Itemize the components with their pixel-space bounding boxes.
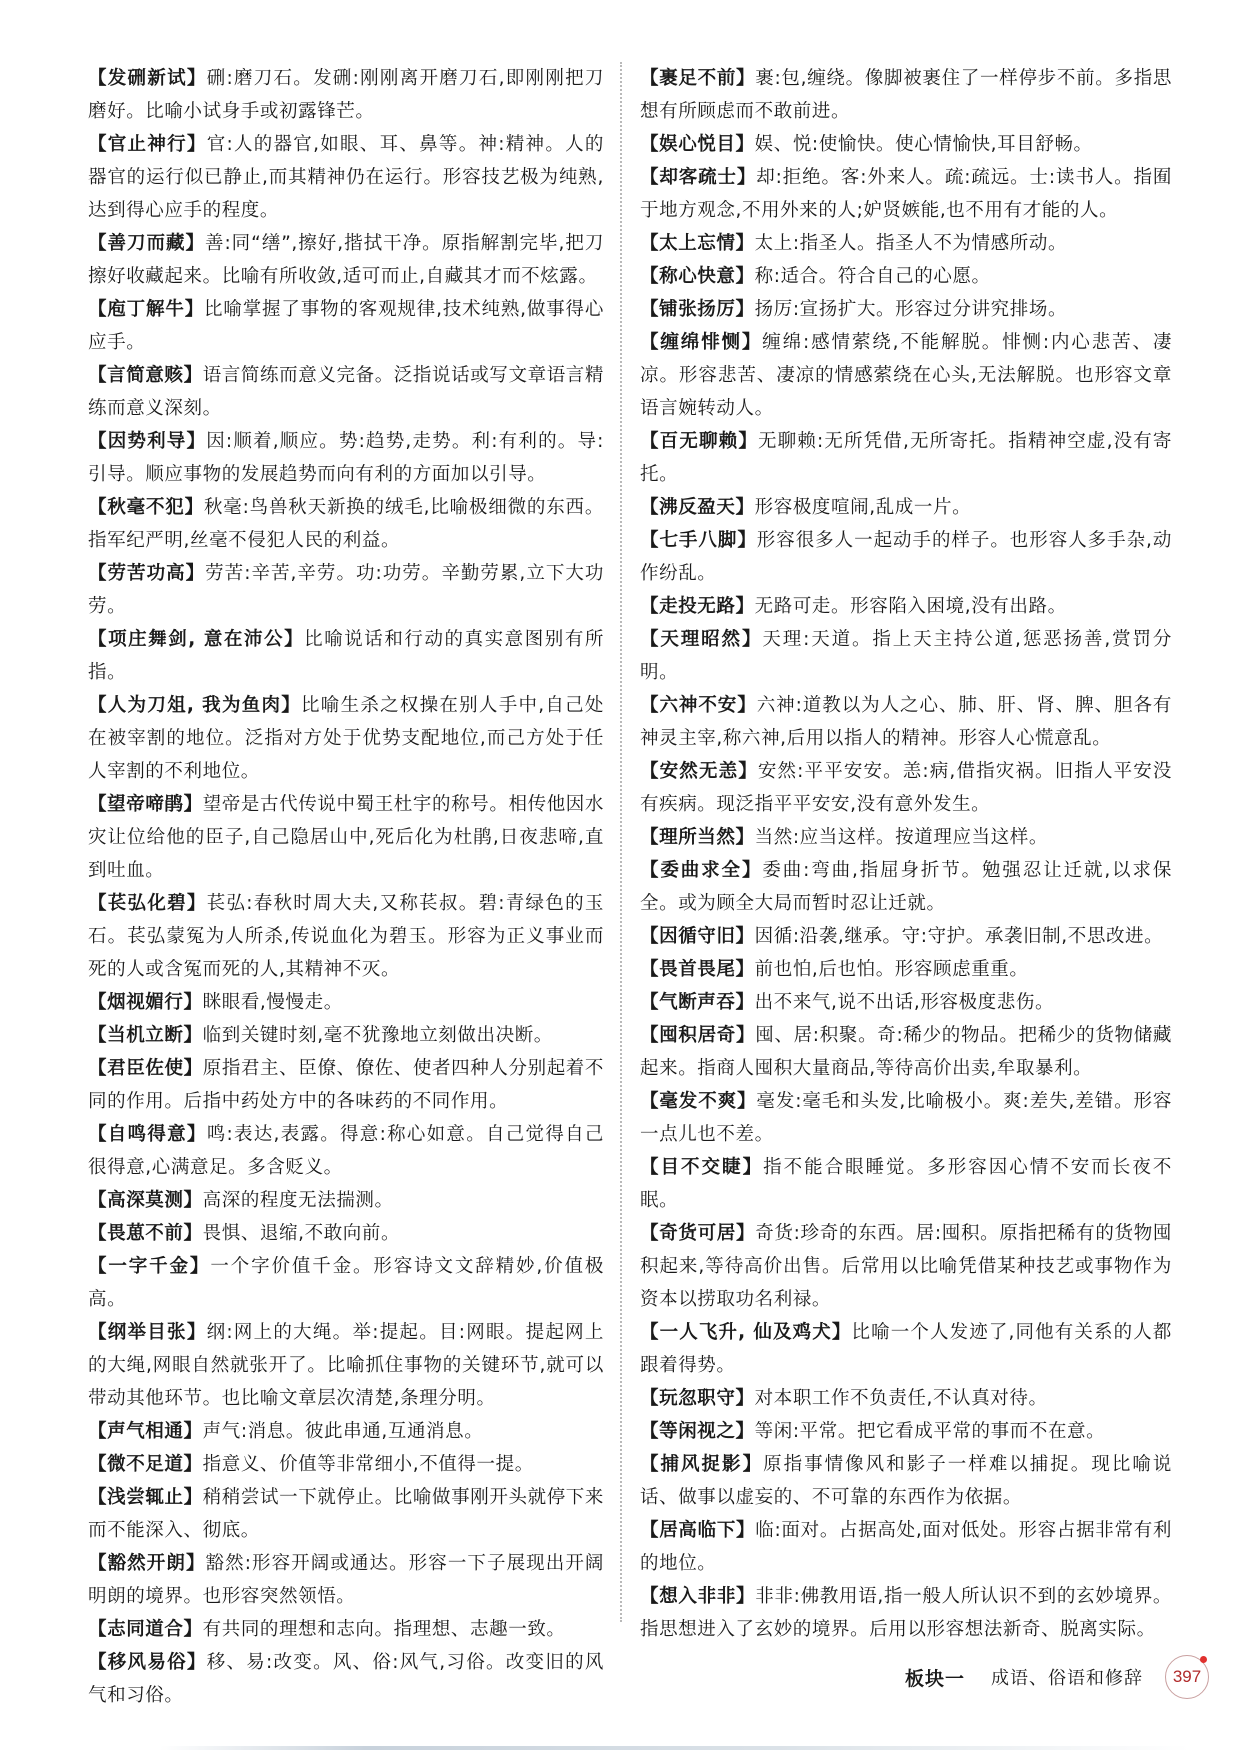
open-bracket: 【 <box>88 893 108 914</box>
idiom-term: 高深莫测 <box>107 1190 184 1211</box>
open-bracket: 【 <box>88 1421 108 1442</box>
close-bracket: 】 <box>735 1421 755 1442</box>
idiom-term: 理所当然 <box>659 827 736 848</box>
open-bracket: 【 <box>88 299 108 320</box>
close-bracket: 】 <box>735 1025 756 1046</box>
idiom-term: 称心快意 <box>659 266 736 287</box>
idiom-definition: 裹:包,缠绕。像脚被裹住了一样停步不前。多指思想有所顾虑而不敢前进。 <box>640 68 1173 122</box>
idiom-term: 一人飞升, 仙及鸡犬 <box>659 1322 832 1343</box>
idiom-entry <box>88 887 604 986</box>
idiom-term: 因势利导 <box>107 431 187 452</box>
idiom-term: 人为刀俎, 我为鱼肉 <box>107 695 282 716</box>
open-bracket: 【 <box>88 794 108 815</box>
close-bracket: 】 <box>183 1025 203 1046</box>
idiom-entry <box>640 128 1172 161</box>
left-column <box>88 62 604 1712</box>
open-bracket: 【 <box>88 1553 108 1574</box>
idiom-definition: 对本职工作不负责任,不认真对待。 <box>754 1388 1048 1409</box>
idiom-entry <box>88 1184 604 1217</box>
idiom-definition: 眯眼看,慢慢走。 <box>202 992 343 1013</box>
idiom-term: 微不足道 <box>107 1454 184 1475</box>
open-bracket: 【 <box>640 596 660 617</box>
open-bracket: 【 <box>88 1322 108 1343</box>
idiom-term: 百无聊赖 <box>659 431 739 452</box>
idiom-term: 畏葸不前 <box>107 1223 184 1244</box>
open-bracket: 【 <box>640 134 660 155</box>
idiom-definition: 语言简练而意义完备。泛指说话或写文章语言精练而意义深刻。 <box>88 365 605 419</box>
idiom-definition: 毫发:毫毛和头发,比喻极小。爽:差失,差错。形容一点儿也不差。 <box>640 1091 1172 1145</box>
idiom-entry <box>640 854 1172 920</box>
idiom-entry <box>640 1514 1172 1580</box>
open-bracket: 【 <box>88 1223 108 1244</box>
column-divider <box>620 62 622 1622</box>
close-bracket: 】 <box>186 1124 207 1145</box>
idiom-definition: 却:拒绝。客:外来人。疏:疏远。士:读书人。指囿于地方观念,不用外来的人;妒贤嫉能,也不用有才能的人。 <box>640 167 1172 221</box>
close-bracket: 】 <box>737 1091 757 1112</box>
idiom-entry <box>640 260 1172 293</box>
idiom-definition: 官:人的器官,如眼、耳、鼻等。神:精神。人的器官的运行似已静止,而其精神仍在运行。形容技艺极为纯熟,达到得心应手的程度。 <box>88 134 604 221</box>
open-bracket: 【 <box>640 926 660 947</box>
close-bracket: 】 <box>742 1157 764 1178</box>
idiom-definition: 囤、居:积聚。奇:稀少的物品。把稀少的货物储藏起来。指商人囤积大量商品,等待高价出卖,牟取暴利。 <box>640 1025 1172 1079</box>
idiom-definition: 指不能合眼睡觉。多形容因心情不安而长夜不眠。 <box>640 1157 1172 1211</box>
close-bracket: 】 <box>183 1487 203 1508</box>
idiom-definition: 硎:磨刀石。发硎:刚刚离开磨刀石,即刚刚把刀磨好。比喻小试身手或初露锋芒。 <box>88 68 604 122</box>
idiom-definition: 缠绵:感情萦绕,不能解脱。悱恻:内心悲苦、凄凉。形容悲苦、凄凉的情感萦绕在心头,无法解脱。也形容文章语言婉转动人。 <box>640 332 1172 419</box>
open-bracket: 【 <box>88 365 108 386</box>
idiom-term: 纲举目张 <box>107 1322 187 1343</box>
close-bracket: 】 <box>284 629 305 650</box>
idiom-term: 秋毫不犯 <box>107 497 185 518</box>
close-bracket: 】 <box>735 827 755 848</box>
idiom-definition: 出不来气,说不出话,形容极度悲伤。 <box>754 992 1055 1013</box>
idiom-definition: 当然:应当这样。按道理应当这样。 <box>754 827 1048 848</box>
close-bracket: 】 <box>735 233 755 254</box>
idiom-entry <box>640 623 1172 689</box>
idiom-term: 沸反盈天 <box>659 497 736 518</box>
idiom-entry <box>640 920 1172 953</box>
close-bracket: 】 <box>737 530 757 551</box>
idiom-definition: 苌弘:春秋时周大夫,又称苌叔。碧:青绿色的玉石。苌弘蒙冤为人所杀,传说血化为碧玉。形容为正义事业而死的人或含冤而死的人,其精神不灭。 <box>88 893 604 980</box>
open-bracket: 【 <box>640 68 660 89</box>
close-bracket: 】 <box>736 1586 756 1607</box>
close-bracket: 】 <box>741 332 763 353</box>
close-bracket: 】 <box>183 992 203 1013</box>
close-bracket: 】 <box>183 1421 203 1442</box>
idiom-entry <box>640 986 1172 1019</box>
idiom-entry <box>640 227 1172 260</box>
idiom-definition: 移、易:改变。风、俗:风气,习俗。改变旧的风气和习俗。 <box>88 1652 604 1706</box>
open-bracket: 【 <box>88 563 108 584</box>
close-bracket: 】 <box>735 266 755 287</box>
idiom-term: 囤积居奇 <box>659 1025 736 1046</box>
idiom-entry <box>88 1547 604 1613</box>
close-bracket: 】 <box>735 497 755 518</box>
open-bracket: 【 <box>88 1619 108 1640</box>
right-column <box>640 62 1172 1646</box>
open-bracket: 【 <box>88 1487 108 1508</box>
idiom-entry <box>88 1448 604 1481</box>
idiom-term: 天理昭然 <box>660 629 742 650</box>
open-bracket: 【 <box>640 1157 661 1178</box>
open-bracket: 【 <box>640 530 660 551</box>
idiom-definition: 形容极度喧闹,乱成一片。 <box>754 497 972 518</box>
idiom-definition: 秋毫:鸟兽秋天新换的绒毛,比喻极细微的东西。指军纪严明,丝毫不侵犯人民的利益。 <box>88 497 604 551</box>
idiom-entry <box>640 62 1172 128</box>
close-bracket: 】 <box>183 1454 203 1475</box>
idiom-definition: 畏惧、退缩,不敢向前。 <box>202 1223 401 1244</box>
idiom-entry <box>88 1250 604 1316</box>
idiom-definition: 太上:指圣人。指圣人不为情感所动。 <box>754 233 1068 254</box>
page-footer <box>905 1652 1209 1702</box>
idiom-definition: 扬厉:宣扬扩大。形容过分讲究排场。 <box>754 299 1068 320</box>
idiom-definition: 临到关键时刻,毫不犹豫地立刻做出决断。 <box>202 1025 553 1046</box>
idiom-entry <box>88 1118 604 1184</box>
close-bracket: 】 <box>184 299 205 320</box>
open-bracket: 【 <box>640 761 660 782</box>
idiom-term: 官止神行 <box>107 134 187 155</box>
idiom-term: 发硎新试 <box>107 68 187 89</box>
idiom-definition: 高深的程度无法揣测。 <box>202 1190 394 1211</box>
idiom-term: 却客疏士 <box>659 167 737 188</box>
close-bracket: 】 <box>186 68 207 89</box>
idiom-definition: 临:面对。占据高处,面对低处。形容占据非常有利的地位。 <box>640 1520 1173 1574</box>
idiom-term: 项庄舞剑, 意在沛公 <box>108 629 285 650</box>
close-bracket: 】 <box>184 497 204 518</box>
close-bracket: 】 <box>281 695 302 716</box>
idiom-term: 居高临下 <box>659 1520 737 1541</box>
open-bracket: 【 <box>88 992 108 1013</box>
idiom-definition: 委曲:弯曲,指屈身折节。勉强忍让迁就,以求保全。或为顾全大局而暂时忍让迁就。 <box>640 860 1172 914</box>
idiom-definition: 安然:平平安安。恙:病,借指灾祸。旧指人平安没有疾病。现泛指平平安安,没有意外发生。 <box>640 761 1172 815</box>
open-bracket: 【 <box>88 233 108 254</box>
idiom-entry <box>88 359 604 425</box>
close-bracket: 】 <box>735 1388 755 1409</box>
idiom-term: 想入非非 <box>659 1586 737 1607</box>
open-bracket: 【 <box>640 233 660 254</box>
open-bracket: 【 <box>640 629 661 650</box>
idiom-term: 玩忽职守 <box>659 1388 736 1409</box>
open-bracket: 【 <box>88 1256 109 1277</box>
idiom-entry <box>88 1019 604 1052</box>
idiom-entry <box>640 1382 1172 1415</box>
idiom-entry <box>88 689 604 788</box>
idiom-entry <box>88 1415 604 1448</box>
idiom-entry <box>88 1052 604 1118</box>
idiom-entry <box>88 986 604 1019</box>
close-bracket: 】 <box>735 1223 756 1244</box>
idiom-term: 自鸣得意 <box>107 1124 187 1145</box>
close-bracket: 】 <box>735 959 755 980</box>
idiom-definition: 纲:网上的大绳。举:提起。目:网眼。提起网上的大绳,网眼自然就张开了。比喻抓住事物的关键环节,就可以带动其他环节。也比喻文章层次清楚,条理分明。 <box>88 1322 604 1409</box>
open-bracket: 【 <box>88 695 108 716</box>
idiom-entry <box>640 590 1172 623</box>
idiom-term: 当机立断 <box>107 1025 184 1046</box>
idiom-term: 等闲视之 <box>659 1421 736 1442</box>
open-bracket: 【 <box>640 959 660 980</box>
close-bracket: 】 <box>735 596 755 617</box>
idiom-entry <box>88 788 604 887</box>
idiom-term: 一字千金 <box>108 1256 190 1277</box>
idiom-entry <box>88 557 604 623</box>
open-bracket: 【 <box>88 1454 108 1475</box>
idiom-definition: 原指君主、臣僚、僚佐、使者四种人分别起着不同的作用。后指中药处方中的各味药的不同作用。 <box>88 1058 605 1112</box>
idiom-definition: 形容很多人一起动手的样子。也形容人多手杂,动作纷乱。 <box>640 530 1172 584</box>
idiom-term: 因循守旧 <box>659 926 736 947</box>
idiom-term: 走投无路 <box>659 596 736 617</box>
idiom-entry <box>640 821 1172 854</box>
open-bracket: 【 <box>640 1388 660 1409</box>
idiom-definition: 前也怕,后也怕。形容顾虑重重。 <box>754 959 1029 980</box>
close-bracket: 】 <box>738 431 758 452</box>
close-bracket: 】 <box>186 431 207 452</box>
close-bracket: 】 <box>189 1256 211 1277</box>
idiom-term: 委曲求全 <box>660 860 742 881</box>
close-bracket: 】 <box>735 299 755 320</box>
idiom-term: 劳苦功高 <box>107 563 186 584</box>
idiom-definition: 比喻一个人发迹了,同他有关系的人都跟着得势。 <box>640 1322 1172 1376</box>
open-bracket: 【 <box>640 1025 660 1046</box>
idiom-definition: 非非:佛教用语,指一般人所认识不到的玄妙境界。指思想进入了玄妙的境界。后用以形容想法新奇、脱离实际。 <box>640 1586 1173 1640</box>
idiom-entry <box>640 1085 1172 1151</box>
idiom-entry <box>88 623 604 689</box>
open-bracket: 【 <box>640 1520 660 1541</box>
idiom-entry <box>88 491 604 557</box>
idiom-definition: 善:同“缮”,擦好,揩拭干净。原指解割完毕,把刀擦好收藏起来。比喻有所收敛,适可而止,自藏其才而不炫露。 <box>88 233 604 287</box>
idiom-entry <box>640 689 1172 755</box>
badge-dot-icon <box>1200 1656 1207 1663</box>
open-bracket: 【 <box>88 1652 108 1673</box>
idiom-term: 裹足不前 <box>659 68 737 89</box>
idiom-entry <box>640 755 1172 821</box>
section-label: 板块一 <box>905 1667 966 1690</box>
idiom-definition: 无路可走。形容陷入困境,没有出路。 <box>754 596 1067 617</box>
idiom-term: 娱心悦目 <box>659 134 736 155</box>
idiom-entry <box>88 293 604 359</box>
idiom-entry <box>640 491 1172 524</box>
idiom-term: 捕风捉影 <box>660 1454 743 1475</box>
idiom-definition: 稍稍尝试一下就停止。比喻做事刚开头就停下来而不能深入、彻底。 <box>88 1487 605 1541</box>
open-bracket: 【 <box>640 1586 660 1607</box>
close-bracket: 】 <box>742 1454 764 1475</box>
idiom-term: 苌弘化碧 <box>107 893 187 914</box>
close-bracket: 】 <box>183 1223 203 1244</box>
close-bracket: 】 <box>735 926 755 947</box>
open-bracket: 【 <box>88 629 109 650</box>
close-bracket: 】 <box>186 1652 207 1673</box>
idiom-term: 气断声吞 <box>659 992 736 1013</box>
open-bracket: 【 <box>640 992 660 1013</box>
idiom-entry <box>640 1019 1172 1085</box>
open-bracket: 【 <box>640 1322 660 1343</box>
idiom-entry <box>640 293 1172 326</box>
idiom-definition: 声气:消息。彼此串通,互通消息。 <box>202 1421 484 1442</box>
close-bracket: 】 <box>831 1322 852 1343</box>
idiom-entry <box>88 1646 604 1712</box>
idiom-definition: 奇货:珍奇的东西。居:囤积。原指把稀有的货物囤积起来,等待高价出售。后常用以比喻凭借某种技艺或事物作为资本以捞取功名利禄。 <box>640 1223 1172 1310</box>
close-bracket: 】 <box>736 68 756 89</box>
open-bracket: 【 <box>640 266 660 287</box>
close-bracket: 】 <box>185 1553 206 1574</box>
close-bracket: 】 <box>735 134 755 155</box>
idiom-entry <box>640 524 1172 590</box>
idiom-definition: 指意义、价值等非常细小,不值得一提。 <box>202 1454 534 1475</box>
idiom-definition: 比喻说话和行动的真实意图别有所指。 <box>88 629 604 683</box>
idiom-term: 善刀而藏 <box>107 233 186 254</box>
idiom-term: 七手八脚 <box>659 530 738 551</box>
idiom-term: 六神不安 <box>659 695 738 716</box>
idiom-entry <box>640 161 1172 227</box>
idiom-entry <box>88 1481 604 1547</box>
idiom-definition: 比喻生杀之权操在别人手中,自己处在被宰割的地位。泛指对方处于优势支配地位,而己方处于任人宰割的不利地位。 <box>88 695 605 782</box>
idiom-term: 君臣佐使 <box>107 1058 184 1079</box>
idiom-term: 缠绵悱恻 <box>660 332 742 353</box>
idiom-entry <box>88 62 604 128</box>
close-bracket: 】 <box>738 761 758 782</box>
idiom-definition: 原指事情像风和影子一样难以捕捉。现比喻说话、做事以虚妄的、不可靠的东西作为依据。 <box>640 1454 1172 1508</box>
close-bracket: 】 <box>741 860 763 881</box>
idiom-definition: 一个字价值千金。形容诗文文辞精妙,价值极高。 <box>88 1256 605 1310</box>
close-bracket: 】 <box>183 1619 203 1640</box>
idiom-term: 庖丁解牛 <box>107 299 185 320</box>
idiom-entry <box>640 1448 1172 1514</box>
open-bracket: 【 <box>88 1025 108 1046</box>
idiom-term: 毫发不爽 <box>659 1091 738 1112</box>
open-bracket: 【 <box>88 134 108 155</box>
idiom-definition: 因循:沿袭,继承。守:守护。承袭旧制,不思改进。 <box>754 926 1164 947</box>
page-number: 397 <box>1172 1667 1202 1686</box>
idiom-entry <box>88 227 604 293</box>
idiom-term: 安然无恙 <box>659 761 739 782</box>
close-bracket: 】 <box>736 1520 756 1541</box>
close-bracket: 】 <box>183 794 203 815</box>
open-bracket: 【 <box>88 68 108 89</box>
idiom-term: 言简意赅 <box>107 365 184 386</box>
section-title: 成语、俗语和修辞 <box>991 1668 1144 1689</box>
idiom-term: 浅尝辄止 <box>107 1487 184 1508</box>
open-bracket: 【 <box>88 497 108 518</box>
idiom-term: 声气相通 <box>107 1421 184 1442</box>
open-bracket: 【 <box>640 1091 660 1112</box>
close-bracket: 】 <box>736 167 757 188</box>
idiom-definition: 称:适合。符合自己的心愿。 <box>754 266 991 287</box>
idiom-term: 烟视媚行 <box>107 992 184 1013</box>
close-bracket: 】 <box>183 365 203 386</box>
open-bracket: 【 <box>640 827 660 848</box>
scan-edge-shadow <box>160 1746 1190 1750</box>
open-bracket: 【 <box>640 332 661 353</box>
idiom-entry <box>88 425 604 491</box>
open-bracket: 【 <box>640 167 660 188</box>
idiom-definition: 等闲:平常。把它看成平常的事而不在意。 <box>754 1421 1106 1442</box>
idiom-entry <box>88 1217 604 1250</box>
open-bracket: 【 <box>640 497 660 518</box>
idiom-term: 铺张扬厉 <box>659 299 736 320</box>
idiom-definition: 娱、悦:使愉快。使心情愉快,耳目舒畅。 <box>754 134 1093 155</box>
open-bracket: 【 <box>640 431 660 452</box>
idiom-definition: 鸣:表达,表露。得意:称心如意。自己觉得自己很得意,心满意足。多含贬义。 <box>88 1124 604 1178</box>
idiom-entry <box>88 128 604 227</box>
idiom-definition: 有共同的理想和志向。指理想、志趣一致。 <box>202 1619 566 1640</box>
idiom-definition: 六神:道教以为人之心、肺、肝、肾、脾、胆各有神灵主宰,称六神,后用以指人的精神。形容人心慌意乱。 <box>640 695 1172 749</box>
idiom-definition: 望帝是古代传说中蜀王杜宇的称号。相传他因水灾让位给他的臣子,自己隐居山中,死后化为杜鹃,日夜悲啼,直到吐血。 <box>88 794 605 881</box>
idiom-entry <box>640 1580 1172 1646</box>
open-bracket: 【 <box>640 1421 660 1442</box>
close-bracket: 】 <box>735 992 755 1013</box>
open-bracket: 【 <box>640 860 661 881</box>
close-bracket: 】 <box>737 695 757 716</box>
idiom-term: 太上忘情 <box>659 233 736 254</box>
open-bracket: 【 <box>640 299 660 320</box>
idiom-entry <box>88 1613 604 1646</box>
open-bracket: 【 <box>88 1058 108 1079</box>
open-bracket: 【 <box>640 1454 661 1475</box>
idiom-definition: 豁然:形容开阔或通达。形容一下子展现出开阔明朗的境界。也形容突然领悟。 <box>88 1553 605 1607</box>
open-bracket: 【 <box>88 431 108 452</box>
idiom-entry <box>640 953 1172 986</box>
close-bracket: 】 <box>183 1190 203 1211</box>
idiom-entry <box>640 1151 1172 1217</box>
close-bracket: 】 <box>186 1322 207 1343</box>
close-bracket: 】 <box>741 629 763 650</box>
open-bracket: 【 <box>88 1124 108 1145</box>
close-bracket: 】 <box>185 563 206 584</box>
idiom-definition: 因:顺着,顺应。势:趋势,走势。利:有利的。导:引导。顺应事物的发展趋势而向有利的方面加以引导。 <box>88 431 604 485</box>
close-bracket: 】 <box>183 1058 203 1079</box>
close-bracket: 】 <box>186 134 207 155</box>
idiom-entry <box>640 1415 1172 1448</box>
idiom-term: 志同道合 <box>107 1619 184 1640</box>
open-bracket: 【 <box>640 1223 660 1244</box>
idiom-definition: 无聊赖:无所凭借,无所寄托。指精神空虚,没有寄托。 <box>640 431 1173 485</box>
page-number-badge <box>1165 1655 1209 1699</box>
idiom-definition: 劳苦:辛苦,辛劳。功:功劳。辛勤劳累,立下大功劳。 <box>88 563 604 617</box>
idiom-entry <box>640 326 1172 425</box>
idiom-term: 移风易俗 <box>107 1652 187 1673</box>
idiom-entry <box>640 1217 1172 1316</box>
idiom-term: 目不交睫 <box>660 1157 743 1178</box>
close-bracket: 】 <box>185 233 205 254</box>
close-bracket: 】 <box>186 893 207 914</box>
idiom-entry <box>88 1316 604 1415</box>
idiom-term: 豁然开朗 <box>107 1553 186 1574</box>
open-bracket: 【 <box>640 695 660 716</box>
idiom-entry <box>640 1316 1172 1382</box>
idiom-definition: 比喻掌握了事物的客观规律,技术纯熟,做事得心应手。 <box>88 299 604 353</box>
idiom-term: 畏首畏尾 <box>659 959 736 980</box>
idiom-entry <box>640 425 1172 491</box>
idiom-term: 望帝啼鹃 <box>107 794 184 815</box>
open-bracket: 【 <box>88 1190 108 1211</box>
idiom-term: 奇货可居 <box>659 1223 736 1244</box>
idiom-definition: 天理:天道。指上天主持公道,惩恶扬善,赏罚分明。 <box>640 629 1172 683</box>
